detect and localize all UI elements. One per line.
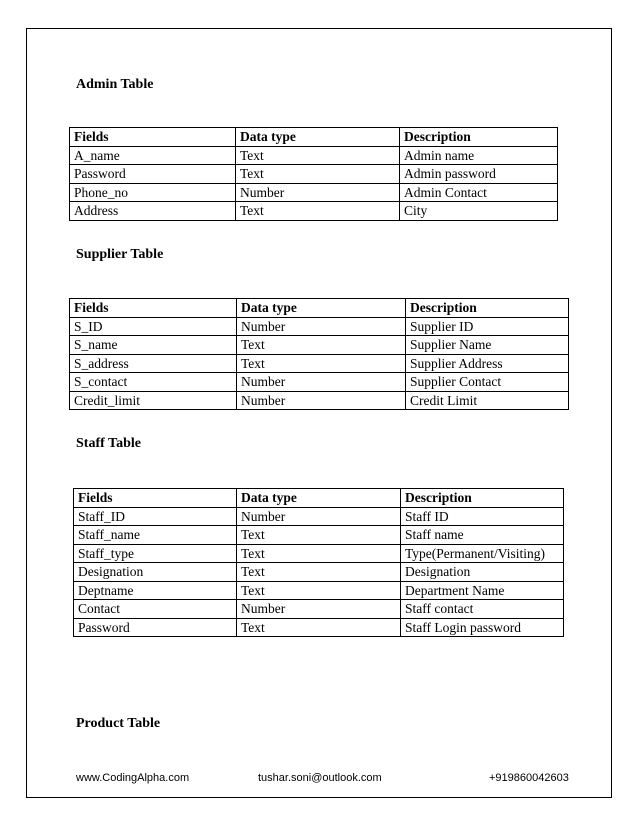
table-cell: Staff_ID	[74, 507, 237, 526]
table-cell: Phone_no	[70, 183, 236, 202]
table-row	[70, 373, 569, 392]
table-cell: Number	[237, 507, 401, 526]
column-header: Description	[406, 299, 569, 318]
table-row	[70, 183, 558, 202]
table-cell: Staff ID	[401, 507, 564, 526]
column-header: Fields	[74, 489, 237, 508]
table-cell: Designation	[401, 563, 564, 582]
column-header: Fields	[70, 299, 237, 318]
admin-table-title: Admin Table	[76, 77, 154, 92]
table-cell: Text	[236, 202, 400, 221]
table-cell: Designation	[74, 563, 237, 582]
table-cell: City	[400, 202, 558, 221]
column-header: Description	[400, 128, 558, 147]
table-cell: Text	[237, 618, 401, 637]
table-cell: Deptname	[74, 581, 237, 600]
supplier-table-title: Supplier Table	[76, 247, 164, 262]
footer-website: www.CodingAlpha.com	[76, 772, 190, 784]
column-header: Data type	[237, 299, 406, 318]
table-cell: Staff_name	[74, 526, 237, 545]
staff-table	[73, 488, 564, 637]
table-row	[74, 526, 564, 545]
table-cell: Contact	[74, 600, 237, 619]
table-cell: Number	[237, 391, 406, 410]
table-row	[70, 202, 558, 221]
table-cell: S_address	[70, 354, 237, 373]
table-cell: Text	[236, 146, 400, 165]
table-cell: Text	[237, 563, 401, 582]
table-cell: S_name	[70, 336, 237, 355]
table-cell: Staff Login password	[401, 618, 564, 637]
table-cell: Supplier ID	[406, 317, 569, 336]
column-header: Fields	[70, 128, 236, 147]
table-cell: Type(Permanent/Visiting)	[401, 544, 564, 563]
staff-table-title: Staff Table	[76, 436, 141, 451]
table-cell: Admin name	[400, 146, 558, 165]
table-cell: Text	[236, 165, 400, 184]
table-header-row	[74, 489, 564, 508]
column-header: Data type	[236, 128, 400, 147]
table-row	[74, 507, 564, 526]
column-header: Data type	[237, 489, 401, 508]
table-cell: Admin Contact	[400, 183, 558, 202]
table-cell: Number	[237, 600, 401, 619]
table-row	[74, 581, 564, 600]
footer-email: tushar.soni@outlook.com	[258, 772, 382, 784]
table-cell: Password	[70, 165, 236, 184]
table-cell: Supplier Contact	[406, 373, 569, 392]
table-header-row	[70, 299, 569, 318]
supplier-table	[69, 298, 569, 410]
table-cell: Number	[237, 317, 406, 336]
table-cell: Password	[74, 618, 237, 637]
table-cell: Number	[237, 373, 406, 392]
table-cell: Staff_type	[74, 544, 237, 563]
admin-table	[69, 127, 558, 221]
table-row	[70, 336, 569, 355]
table-cell: Text	[237, 544, 401, 563]
table-cell: Credit_limit	[70, 391, 237, 410]
table-cell: Text	[237, 336, 406, 355]
table-cell: Text	[237, 354, 406, 373]
table-header-row	[70, 128, 558, 147]
table-row	[70, 317, 569, 336]
table-cell: Staff contact	[401, 600, 564, 619]
table-cell: Supplier Address	[406, 354, 569, 373]
table-row	[74, 563, 564, 582]
table-row	[74, 618, 564, 637]
column-header: Description	[401, 489, 564, 508]
table-cell: Credit Limit	[406, 391, 569, 410]
table-row	[70, 146, 558, 165]
table-row	[70, 354, 569, 373]
table-row	[70, 391, 569, 410]
table-cell: S_ID	[70, 317, 237, 336]
table-cell: Department Name	[401, 581, 564, 600]
footer-phone: +919860042603	[489, 772, 569, 784]
table-row	[74, 544, 564, 563]
table-row	[74, 600, 564, 619]
product-table-title: Product Table	[76, 716, 161, 731]
table-row	[70, 165, 558, 184]
table-cell: Address	[70, 202, 236, 221]
table-cell: Number	[236, 183, 400, 202]
table-cell: Text	[237, 581, 401, 600]
table-cell: A_name	[70, 146, 236, 165]
table-cell: Admin password	[400, 165, 558, 184]
table-cell: Supplier Name	[406, 336, 569, 355]
table-cell: Staff name	[401, 526, 564, 545]
table-cell: S_contact	[70, 373, 237, 392]
table-cell: Text	[237, 526, 401, 545]
